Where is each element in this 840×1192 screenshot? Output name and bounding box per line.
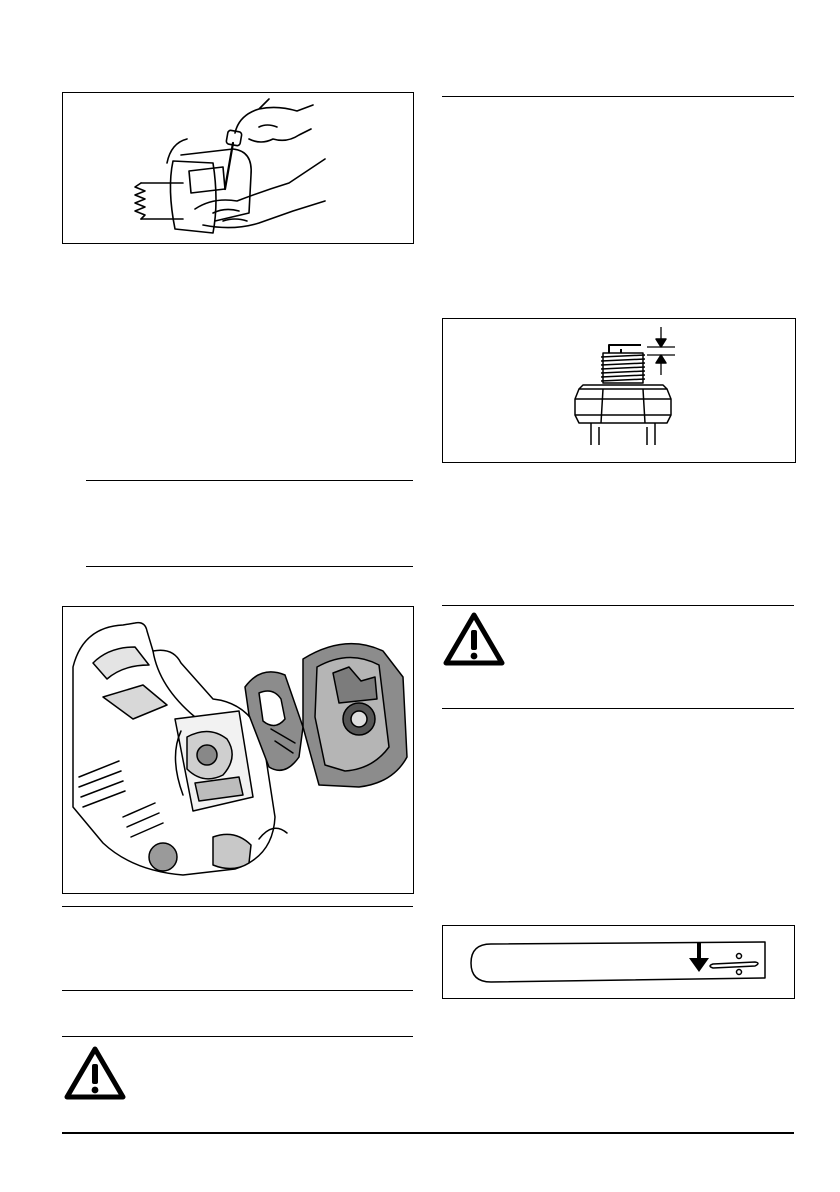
guide-bar-arrow-illustration (443, 926, 794, 998)
warning-right (443, 612, 505, 666)
divider (86, 480, 413, 481)
figure-engine-cover (62, 606, 414, 894)
warning-left (64, 1046, 126, 1100)
spark-plug-gap-illustration (443, 319, 795, 462)
divider (62, 990, 413, 991)
divider (442, 96, 794, 97)
warning-triangle-icon (64, 1046, 126, 1100)
warning-triangle-icon (443, 612, 505, 666)
figure-guide-bar (442, 925, 795, 999)
chainsaw-engine-covers-illustration (63, 607, 413, 893)
hand-removing-screw-illustration (63, 93, 413, 243)
divider (442, 605, 794, 606)
figure-bar-removal (62, 92, 414, 244)
figure-spark-plug-gap (442, 318, 796, 463)
divider (442, 708, 794, 709)
footer-rule (62, 1132, 794, 1134)
divider (62, 1036, 413, 1037)
divider (62, 906, 413, 907)
divider (86, 566, 413, 567)
